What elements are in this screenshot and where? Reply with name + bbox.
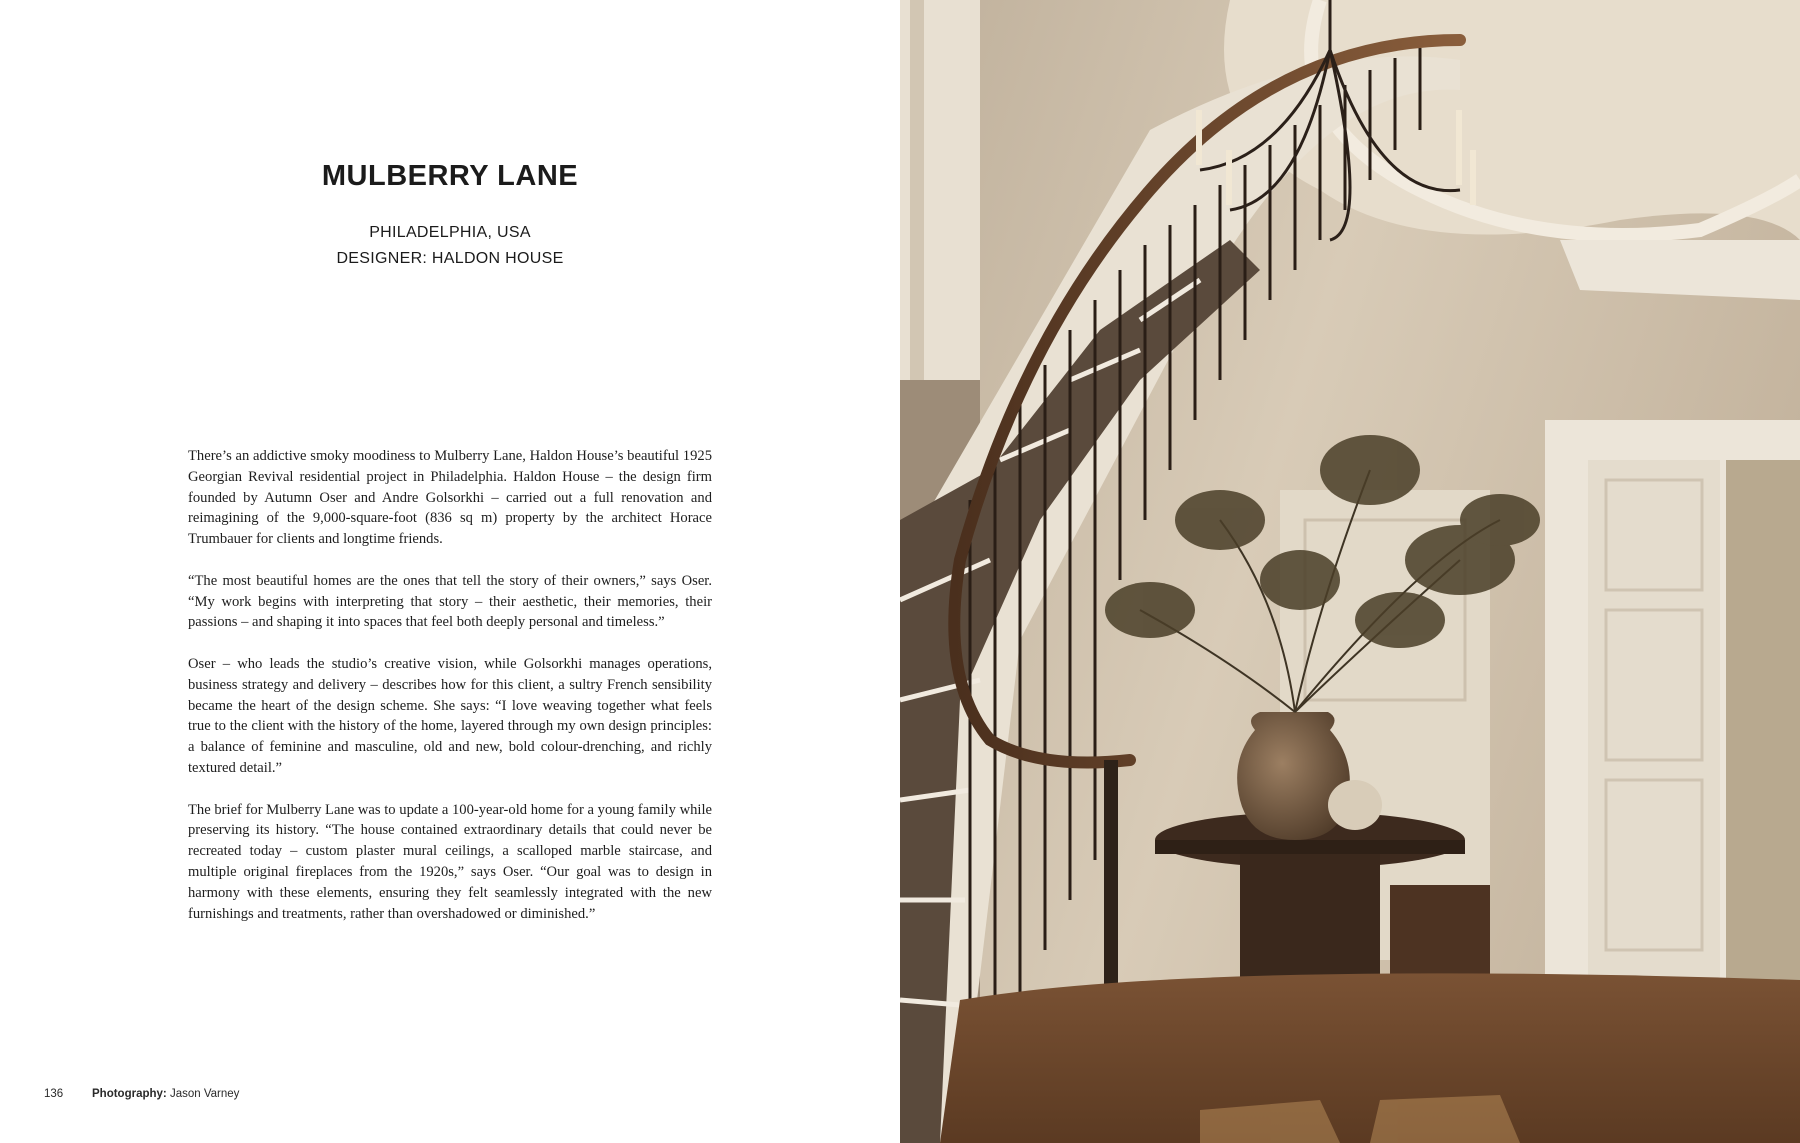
article-designer: DESIGNER: HALDON HOUSE: [336, 250, 564, 267]
body-paragraph: The brief for Mulberry Lane was to update a 100-year-old home for a young family while preserving its history. “The house contained extraordinary details that could never be recreated today – custom plaster mural ceilings, a scalloped marble staircase, and multiple original fireplaces from the 1920s,” says Oser. “Our goal was to design in harmony with these elements, ensuring they felt seamlessly integrated with the new furnishings and treatments, rather than overshadowed or diminished.”: [188, 801, 712, 922]
ceramic-sphere: [1328, 780, 1382, 830]
wood-floor: [940, 973, 1800, 1143]
body-paragraph: Oser – who leads the studio’s creative vision, while Golsorkhi manages operations, business strategy and delivery – describes how for this client, a sultry French sensibility became the heart of the design scheme. She says: “I love weaving together what feels true to the client with the history of the home, layered through my own design principles: a balance of feminine and masculine, old and new, bold colour-drenching, and richly textured detail.”: [188, 655, 712, 776]
photo-credit: [92, 1088, 239, 1100]
page-number: 136: [44, 1088, 64, 1100]
table-edge: [1155, 840, 1465, 854]
body-paragraph: There’s an addictive smoky moodiness to Mulberry Lane, Haldon House’s beautiful 1925 Georgian Revival residential project in Philadelphia. Haldon House – the design firm founded by Autumn Oser and Andre Golsorkhi – carried out a full renovation and reimagining of the 9,000-square-foot (836 sq m) property by the architect Horace Trumbauer for clients and longtime friends.: [188, 448, 712, 548]
photo-credit-name: Jason Varney: [169, 1088, 240, 1100]
next-room: [1726, 460, 1800, 980]
photo-credit-label: Photography:: [92, 1088, 167, 1100]
article-location: PHILADELPHIA, USA: [369, 224, 531, 241]
article-body: [188, 446, 712, 945]
staircase-photo: [900, 0, 1800, 1143]
article-title: MULBERRY LANE: [321, 160, 579, 192]
body-paragraph: “The most beautiful homes are the ones that tell the story of their owners,” says Oser. “My work begins with interpreting that story – their aesthetic, their memories, their passions – and shaping it into spaces that feel both deeply personal and timeless.”: [188, 572, 712, 631]
open-door: [1588, 460, 1720, 980]
window-frame: [910, 0, 924, 380]
